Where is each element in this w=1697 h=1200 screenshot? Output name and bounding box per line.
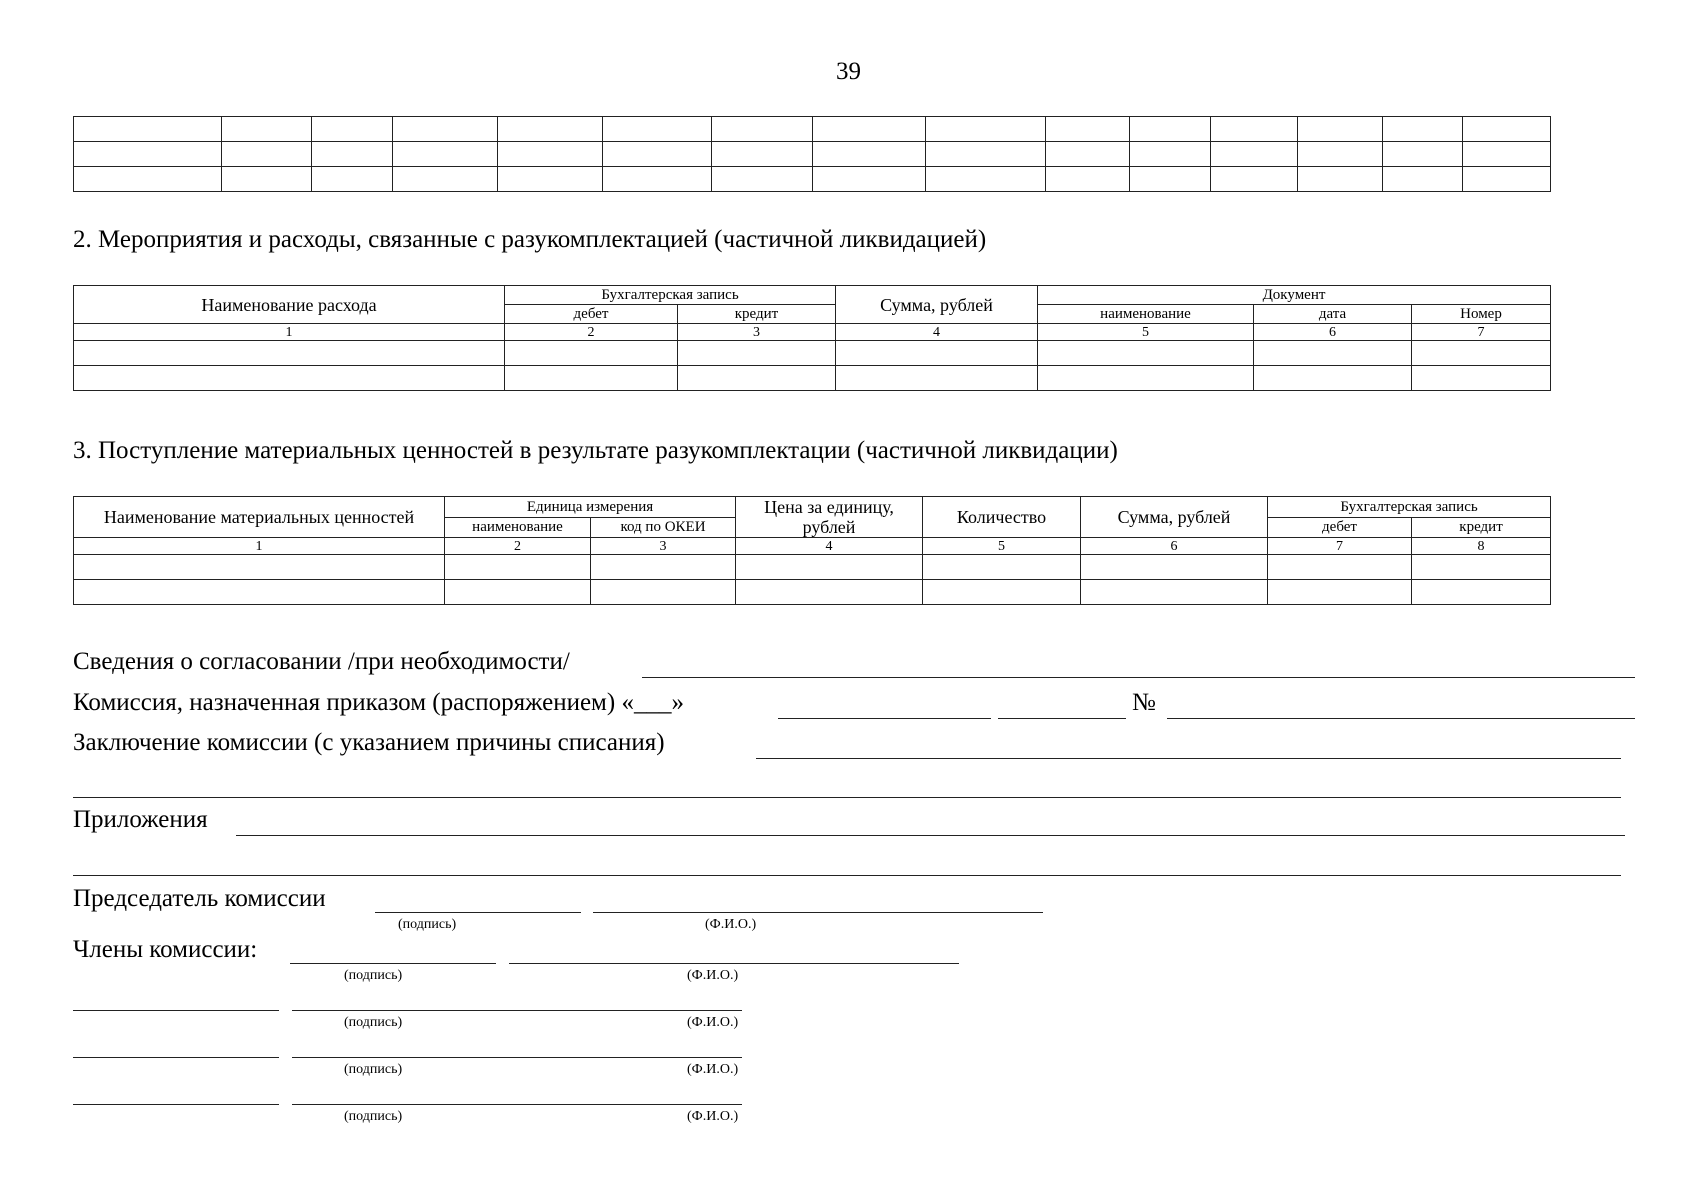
materials-table bbox=[73, 496, 1551, 605]
member-signature-field[interactable] bbox=[73, 1010, 279, 1011]
commission-order-label: Комиссия, назначенная приказом (распоряжением) «___» bbox=[73, 689, 684, 716]
chairman-label: Председатель комиссии bbox=[73, 885, 326, 912]
table-row bbox=[74, 366, 1551, 391]
approval-field[interactable] bbox=[642, 677, 1635, 678]
header-expense-name: Наименование расхода bbox=[74, 286, 505, 324]
header-accounting-entry: Бухгалтерская запись bbox=[505, 286, 836, 305]
header-document: Документ bbox=[1038, 286, 1551, 305]
signature-caption: (подпись) bbox=[344, 1015, 403, 1030]
header-credit: кредит bbox=[678, 305, 836, 324]
signature-caption: (подпись) bbox=[344, 968, 403, 983]
header-material-name: Наименование материальных ценностей bbox=[74, 497, 445, 538]
header-doc-name: наименование bbox=[1038, 305, 1254, 324]
column-number: 2 bbox=[445, 538, 591, 555]
header-unit-price: Цена за единицу, рублей bbox=[736, 497, 923, 538]
header-unit-name: наименование bbox=[445, 517, 591, 538]
column-number: 7 bbox=[1412, 324, 1551, 341]
approval-label: Сведения о согласовании /при необходимости/ bbox=[73, 648, 570, 675]
header-unit: Единица измерения bbox=[445, 497, 736, 518]
column-number: 2 bbox=[505, 324, 678, 341]
section2-title: 2. Мероприятия и расходы, связанные с разукомплектацией (частичной ликвидацией) bbox=[73, 226, 987, 253]
full-name-caption: (Ф.И.О.) bbox=[687, 1015, 739, 1030]
order-year-field[interactable] bbox=[998, 718, 1126, 719]
full-name-caption: (Ф.И.О.) bbox=[687, 1062, 739, 1077]
full-name-caption: (Ф.И.О.) bbox=[687, 1109, 739, 1124]
order-month-field[interactable] bbox=[778, 718, 991, 719]
conclusion-field[interactable] bbox=[756, 758, 1621, 759]
column-number: 5 bbox=[923, 538, 1081, 555]
column-number: 4 bbox=[736, 538, 923, 555]
member-name-field[interactable] bbox=[292, 1057, 742, 1058]
column-number: 6 bbox=[1081, 538, 1268, 555]
column-number: 7 bbox=[1268, 538, 1412, 555]
table-row bbox=[74, 117, 1551, 142]
signature-caption: (подпись) bbox=[344, 1109, 403, 1124]
member-signature-field[interactable] bbox=[290, 963, 496, 964]
header-credit: кредит bbox=[1412, 517, 1551, 538]
column-number: 1 bbox=[74, 538, 445, 555]
table-row bbox=[74, 555, 1551, 580]
column-number: 1 bbox=[74, 324, 505, 341]
signature-caption: (подпись) bbox=[398, 917, 457, 932]
header-doc-number: Номер bbox=[1412, 305, 1551, 324]
member-signature-field[interactable] bbox=[73, 1057, 279, 1058]
page-number: 39 bbox=[836, 58, 861, 85]
signature-caption: (подпись) bbox=[344, 1062, 403, 1077]
section3-title: 3. Поступление материальных ценностей в результате разукомплектации (частичной ликвидации) bbox=[73, 437, 1118, 464]
full-name-caption: (Ф.И.О.) bbox=[705, 917, 757, 932]
member-name-field[interactable] bbox=[292, 1010, 742, 1011]
conclusion-field-continued[interactable] bbox=[73, 797, 1621, 798]
full-name-caption: (Ф.И.О.) bbox=[687, 968, 739, 983]
member-name-field[interactable] bbox=[509, 963, 959, 964]
members-label: Члены комиссии: bbox=[73, 936, 258, 963]
continuation-table bbox=[73, 116, 1551, 192]
table-row bbox=[74, 580, 1551, 605]
column-number: 6 bbox=[1254, 324, 1412, 341]
expenses-table bbox=[73, 285, 1551, 391]
chairman-name-field[interactable] bbox=[593, 912, 1043, 913]
column-number: 3 bbox=[591, 538, 736, 555]
attachments-field-continued[interactable] bbox=[73, 875, 1621, 876]
attachments-field[interactable] bbox=[236, 835, 1625, 836]
header-quantity: Количество bbox=[923, 497, 1081, 538]
table-row bbox=[74, 167, 1551, 192]
header-amount: Сумма, рублей bbox=[1081, 497, 1268, 538]
member-name-field[interactable] bbox=[292, 1104, 742, 1105]
attachments-label: Приложения bbox=[73, 806, 208, 833]
header-amount: Сумма, рублей bbox=[836, 286, 1038, 324]
header-okei-code: код по ОКЕИ bbox=[591, 517, 736, 538]
header-accounting-entry: Бухгалтерская запись bbox=[1268, 497, 1551, 518]
member-signature-field[interactable] bbox=[73, 1104, 279, 1105]
number-sign: № bbox=[1132, 689, 1156, 716]
table-row bbox=[74, 341, 1551, 366]
order-number-field[interactable] bbox=[1167, 718, 1635, 719]
column-number: 5 bbox=[1038, 324, 1254, 341]
column-number: 4 bbox=[836, 324, 1038, 341]
conclusion-label: Заключение комиссии (с указанием причины списания) bbox=[73, 729, 665, 756]
header-debit: дебет bbox=[505, 305, 678, 324]
column-number: 3 bbox=[678, 324, 836, 341]
column-number: 8 bbox=[1412, 538, 1551, 555]
chairman-signature-field[interactable] bbox=[375, 912, 581, 913]
table-row bbox=[74, 142, 1551, 167]
header-doc-date: дата bbox=[1254, 305, 1412, 324]
header-debit: дебет bbox=[1268, 517, 1412, 538]
